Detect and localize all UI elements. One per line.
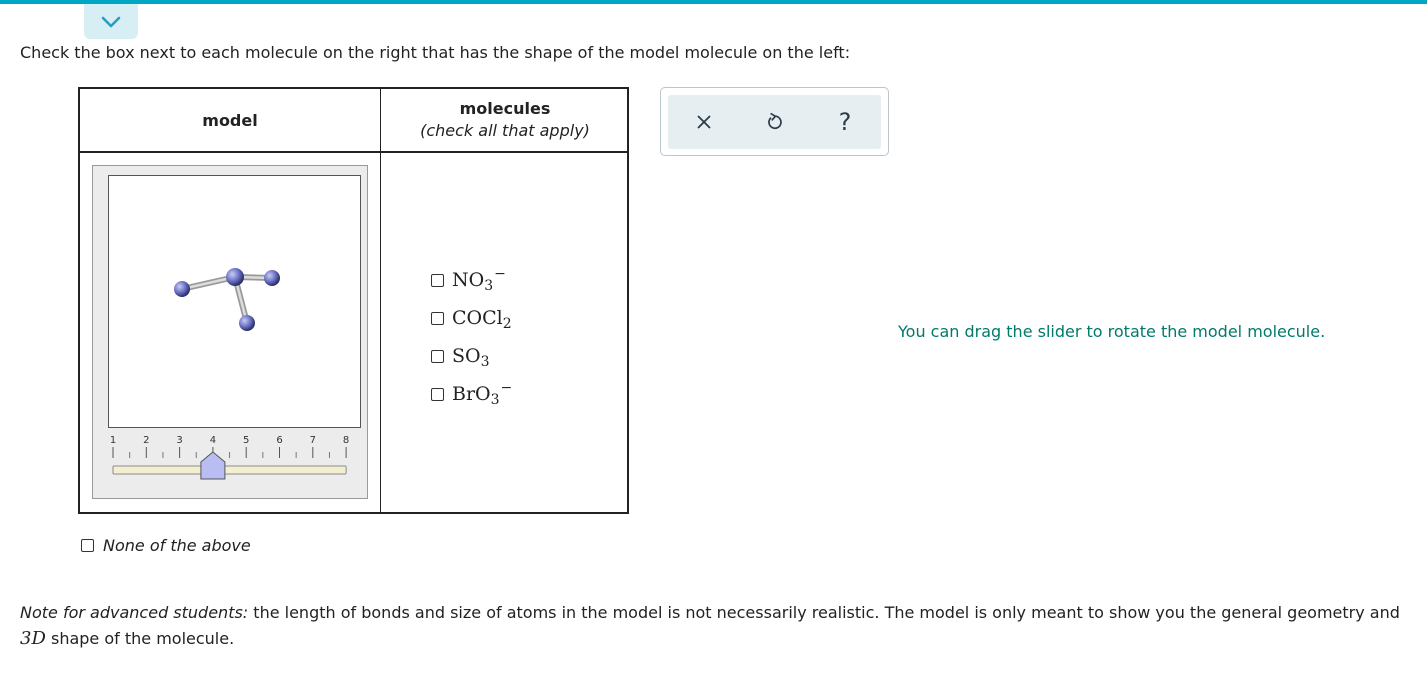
help-icon: ?: [838, 108, 852, 136]
formula-charge: −: [500, 380, 513, 396]
collapse-toggle[interactable]: [84, 4, 138, 39]
molecule-option[interactable]: [431, 299, 513, 337]
rotation-slider-track[interactable]: [105, 432, 355, 482]
clear-button[interactable]: [680, 95, 728, 149]
molecule-formula: [452, 266, 506, 294]
answer-table: [78, 87, 629, 514]
none-checkbox[interactable]: [81, 539, 94, 552]
slider-track[interactable]: [113, 466, 346, 474]
molecule-checkbox[interactable]: [431, 350, 444, 363]
undo-icon: [764, 112, 784, 132]
formula-subscript: 3: [490, 392, 500, 408]
formula-base: SO: [452, 345, 481, 367]
none-label: None of the above: [103, 536, 251, 555]
molecule-option[interactable]: [431, 261, 513, 299]
note-math-3d: 3D: [20, 628, 46, 649]
note-text-a: the length of bonds and size of atoms in the model is not necessarily realistic. The model is only meant to show you the general geometry and: [248, 603, 1400, 622]
slider-tick-label: 8: [342, 435, 350, 446]
advanced-note: [20, 600, 1415, 652]
molecule-canvas: [108, 175, 361, 428]
slider-tick-label: 6: [276, 435, 283, 446]
table-header-divider: [80, 151, 627, 153]
molecules-header-subtitle: (check all that apply): [420, 121, 590, 140]
outer-atom: [264, 270, 280, 286]
molecule-options: [431, 261, 513, 413]
molecule-option[interactable]: [431, 337, 513, 375]
molecule-formula: [452, 307, 513, 332]
molecule-option[interactable]: [431, 375, 513, 413]
molecule-checkbox[interactable]: [431, 274, 444, 287]
molecule-checkbox[interactable]: [431, 312, 444, 325]
note-text-b: shape of the molecule.: [45, 629, 235, 648]
molecule-formula: [452, 380, 513, 408]
chevron-down-icon: [100, 15, 122, 29]
molecules-header: [381, 89, 629, 151]
outer-atom: [239, 315, 255, 331]
close-icon: [695, 113, 713, 131]
outer-atom: [174, 281, 190, 297]
none-of-the-above-option[interactable]: [81, 536, 251, 555]
molecule-model: [109, 176, 360, 427]
top-accent-bar: [0, 0, 1427, 4]
slider-tick-label: 1: [109, 435, 117, 446]
slider-thumb[interactable]: [201, 452, 225, 479]
formula-base: BrO: [452, 383, 491, 405]
slider-tick-label: 3: [176, 435, 183, 446]
model-viewer: [92, 165, 368, 499]
answer-toolbar: [668, 95, 881, 149]
molecule-checkbox[interactable]: [431, 388, 444, 401]
formula-base: NO: [452, 269, 485, 291]
molecules-header-title: molecules: [459, 99, 551, 118]
slider-tick-label: 2: [143, 435, 150, 446]
slider-tick-label: 5: [243, 435, 250, 446]
note-math: [20, 628, 46, 649]
model-header: model: [202, 110, 258, 130]
formula-charge: −: [494, 266, 506, 282]
formula-subscript: 3: [480, 354, 490, 370]
slider-tick-label: 4: [209, 435, 217, 446]
note-lead: Note for advanced students:: [20, 603, 249, 622]
slider-hint: You can drag the slider to rotate the model molecule.: [898, 322, 1326, 341]
undo-button[interactable]: [750, 95, 798, 149]
rotation-slider[interactable]: [105, 432, 355, 482]
central-atom: [226, 268, 244, 286]
help-button[interactable]: [821, 95, 869, 149]
formula-subscript: 2: [502, 316, 512, 332]
molecule-formula: [452, 345, 491, 370]
question-prompt: Check the box next to each molecule on the right that has the shape of the model molecule on the left:: [20, 43, 851, 62]
answer-toolbox: [660, 87, 889, 156]
slider-tick-label: 7: [309, 435, 316, 446]
formula-subscript: 3: [484, 278, 494, 294]
formula-base: COCl: [452, 307, 503, 329]
